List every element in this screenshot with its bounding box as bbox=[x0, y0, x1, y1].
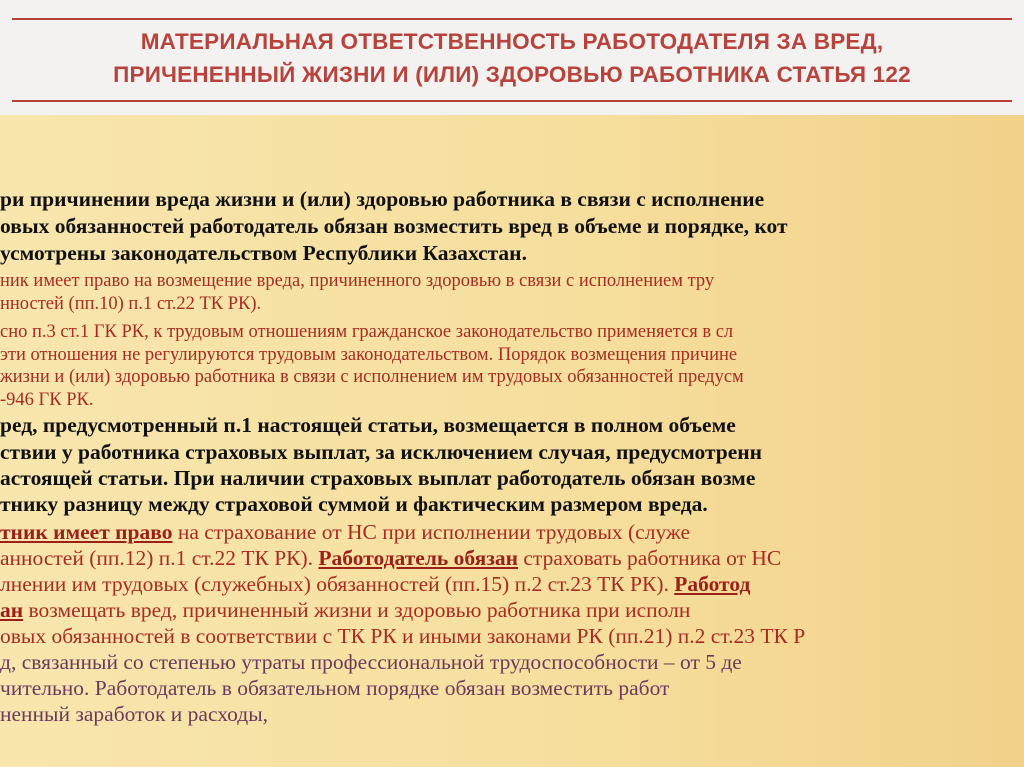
paragraph-4-line: астоящей статьи. При наличии страховых выплат работодатель обязан возме bbox=[0, 466, 756, 490]
paragraph-2-line: ник имеет право на возмещение вреда, причиненного здоровью в связи с исполнением тру bbox=[0, 271, 715, 291]
paragraph-5-line: овых обязанностей в соответствии с ТК РК и иными законами РК (пп.21) п.2 ст.23 ТК Р bbox=[0, 624, 806, 648]
emphasis-text: Работод bbox=[674, 572, 751, 596]
paragraph-4-line: тнику разницу между страховой суммой и фактическим размером вреда. bbox=[0, 492, 708, 516]
paragraph-4-line: ред, предусмотренный п.1 настоящей статьи, возмещается в полном объеме bbox=[0, 413, 736, 437]
emphasis-text: тник имеет право bbox=[0, 520, 173, 544]
paragraph-5-line: лнении им трудовых (служебных) обязанностей (пп.15) п.2 ст.23 ТК РК). Работод bbox=[0, 572, 751, 596]
emphasis-text: Работодатель обязан bbox=[318, 546, 519, 570]
paragraph-3-line: сно п.3 ст.1 ГК РК, к трудовым отношениям гражданское законодательство применяется в сл bbox=[0, 322, 734, 342]
paragraph-5-line: ан возмещать вред, причиненный жизни и здоровью работника при исполн bbox=[0, 598, 691, 622]
paragraph-1-line: овых обязанностей работодатель обязан возместить вред в объеме и порядке, кот bbox=[0, 214, 788, 238]
paragraph-3-line: эти отношения не регулируются трудовым законодательством. Порядок возмещения причине bbox=[0, 345, 738, 365]
paragraph-4-line: ствии у работника страховых выплат, за исключением случая, предусмотренн bbox=[0, 440, 763, 464]
paragraph-6-line: ненный заработок и расходы, bbox=[0, 702, 269, 726]
paragraph-3-line: -946 ГК РК. bbox=[0, 390, 94, 410]
paragraph-5-line: анностей (пп.12) п.1 ст.22 ТК РК). Работодатель обязан страховать работника от НС bbox=[0, 546, 782, 570]
paragraph-5-line: тник имеет право на страхование от НС при исполнении трудовых (служе bbox=[0, 520, 691, 544]
paragraph-6-line: д, связанный со степенью утраты профессиональной трудоспособности – от 5 де bbox=[0, 650, 742, 674]
page-title-line-2: ПРИЧЕНЕННЫЙ ЖИЗНИ И (ИЛИ) ЗДОРОВЬЮ РАБОТНИКА СТАТЬЯ 122 bbox=[113, 62, 911, 87]
page-title-line-1: МАТЕРИАЛЬНАЯ ОТВЕТСТВЕННОСТЬ РАБОТОДАТЕЛЯ ЗА ВРЕД, bbox=[140, 29, 884, 54]
emphasis-text: ан bbox=[0, 598, 24, 622]
paragraph-1-line: усмотрены законодательством Республики Казахстан. bbox=[0, 241, 527, 265]
paragraph-3-line: жизни и (или) здоровью работника в связи с исполнением им трудовых обязанностей предусм bbox=[0, 367, 744, 387]
paragraph-1-line: ри причинении вреда жизни и (или) здоровью работника в связи с исполнение bbox=[0, 187, 765, 211]
paragraph-2-line: нностей (пп.10) п.1 ст.22 ТК РК). bbox=[0, 294, 262, 314]
paragraph-6-line: чительно. Работодатель в обязательном порядке обязан возместить работ bbox=[0, 676, 670, 700]
